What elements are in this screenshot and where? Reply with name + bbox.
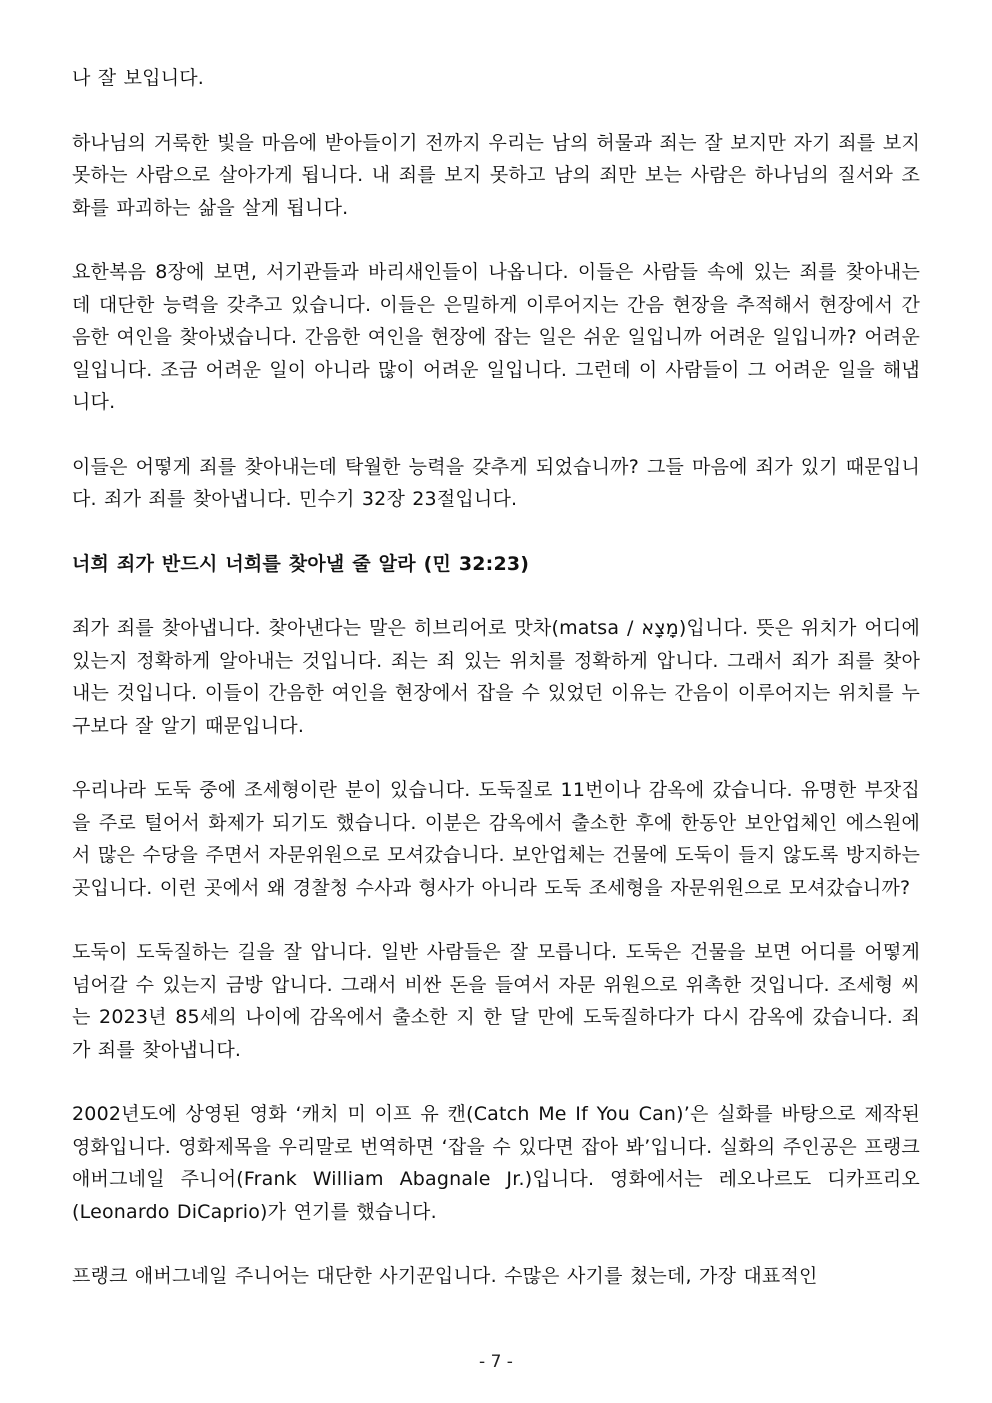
paragraph: 우리나라 도둑 중에 조세형이란 분이 있습니다. 도둑질로 11번이나 감옥에 갔습니다. 유명한 부잣집을 주로 털어서 화제가 되기도 했습니다. 이분은 감옥에서 출소한 후에 한동안 보안업체인 에스원에서 많은 수당을 주면서 자문위원으로 모셔갔습니다. 보안업체는 건물에 도둑이 들지 않도록 방지하는 곳입니다. 이런 곳에서 왜 경찰청 수사과 형사가 아니라 도둑 조세형을 자문위원으로 모셔갔습니까? — [72, 779, 920, 899]
paragraph: 이들은 어떻게 죄를 찾아내는데 탁월한 능력을 갖추게 되었습니까? 그들 마음에 죄가 있기 때문입니다. 죄가 죄를 찾아냅니다. 민수기 32장 23절입니다. — [72, 455, 920, 510]
paragraph: 2002년도에 상영된 영화 ‘캐치 미 이프 유 캔(Catch Me If You Can)’은 실화를 바탕으로 제작된 영화입니다. 영화제목을 우리말로 번역하면 ‘잡을 수 있다면 잡아 봐’입니다. 실화의 주인공은 프랭크 애버그네일 주니어(Frank William Abagnale Jr.)입니다. 영화에서는 레오나르도 디카프리오(Leonardo DiCaprio)가 연기를 했습니다. — [72, 1103, 920, 1223]
document-body — [72, 62, 920, 1325]
paragraph: 도둑이 도둑질하는 길을 잘 압니다. 일반 사람들은 잘 모릅니다. 도둑은 건물을 보면 어디를 어떻게 넘어갈 수 있는지 금방 압니다. 그래서 비싼 돈을 들여서 자문 위원으로 위촉한 것입니다. 조세형 씨는 2023년 85세의 나이에 감옥에서 출소한 지 한 달 만에 도둑질하다가 다시 감옥에 갔습니다. 죄가 죄를 찾아냅니다. — [72, 941, 920, 1061]
page-number: - 7 - — [479, 1352, 513, 1372]
scripture-quote: 너희 죄가 반드시 너희를 찾아낼 줄 알라 (민 32:23) — [72, 552, 530, 575]
paragraph: 하나님의 거룩한 빛을 마음에 받아들이기 전까지 우리는 남의 허물과 죄는 잘 보지만 자기 죄를 보지 못하는 사람으로 살아가게 됩니다. 내 죄를 보지 못하고 남의 죄만 보는 사람은 하나님의 질서와 조화를 파괴하는 삶을 살게 됩니다. — [72, 131, 920, 219]
paragraph: 나 잘 보입니다. — [72, 67, 205, 89]
paragraph: 프랭크 애버그네일 주니어는 대단한 사기꾼입니다. 수많은 사기를 쳤는데, 가장 대표적인 — [72, 1265, 818, 1287]
paragraph: 요한복음 8장에 보면, 서기관들과 바리새인들이 나옵니다. 이들은 사람들 속에 있는 죄를 찾아내는 데 대단한 능력을 갖추고 있습니다. 이들은 은밀하게 이루어지는 간음 현장을 추적해서 현장에서 간음한 여인을 찾아냈습니다. 간음한 여인을 현장에 잡는 일은 쉬운 일입니까 어려운 일입니까? 어려운 일입니다. 조금 어려운 일이 아니라 많이 어려운 일입니다. 그런데 이 사람들이 그 어려운 일을 해냅니다. — [72, 261, 920, 413]
paragraph: 죄가 죄를 찾아냅니다. 찾아낸다는 말은 히브리어로 맛차(matsa / מָצָא)입니다. 뜻은 위치가 어디에 있는지 정확하게 알아내는 것입니다. 죄는 죄 있는 위치를 정확하게 압니다. 그래서 죄가 죄를 찾아내는 것입니다. 이들이 간음한 여인을 현장에서 잡을 수 있었던 이유는 간음이 이루어지는 위치를 누구보다 잘 알기 때문입니다. — [72, 617, 920, 737]
